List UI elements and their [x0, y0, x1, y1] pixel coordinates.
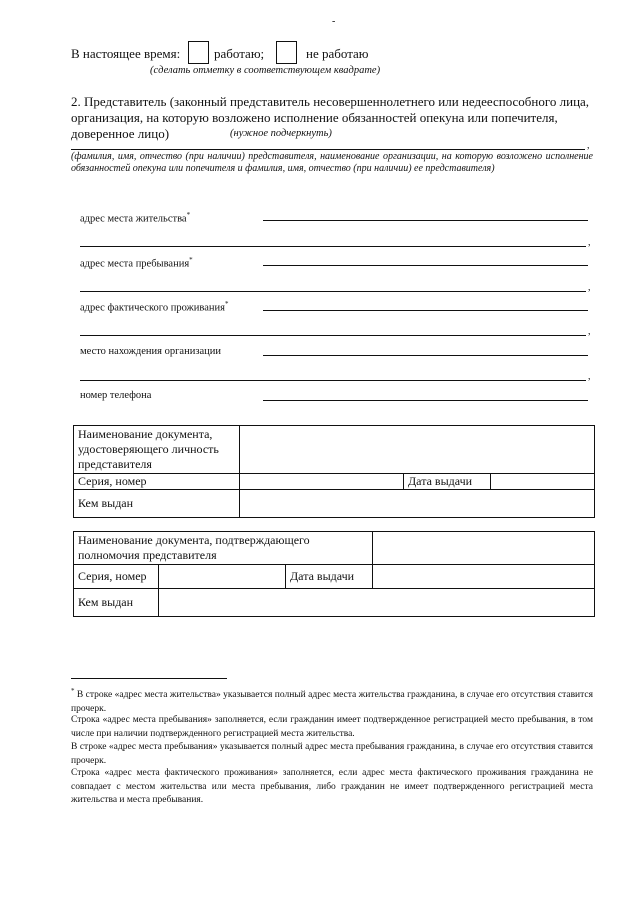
stay-label: адрес места пребывания*	[80, 256, 193, 270]
residence-field[interactable]	[263, 220, 588, 221]
section2-line2: организация, на которую возложено исполнение обязанностей опекуна или попечителя,	[71, 110, 558, 125]
footnote-4: Строка «адрес места фактического проживания» заполняется, если адрес места фактического проживания гражданина не совпадает с местом жительства или места пребывания, либо гражданин не имеет подтвержденного регистрацией места жительства и места пребывания.	[71, 768, 593, 805]
representative-caption: (фамилия, имя, отчество (при наличии) представителя, наименование организации, на которую возложено исполнение обязанностей опекуна или попечителя и фамилия, имя, отчество (при наличии) ее представителя)	[71, 151, 593, 174]
identity-doc-name-value[interactable]	[240, 426, 595, 474]
residence-field-2[interactable]	[80, 246, 586, 247]
phone-label: номер телефона	[80, 390, 152, 401]
phone-field[interactable]	[263, 400, 588, 401]
working-checkbox[interactable]	[188, 41, 209, 64]
authority-doc-name-value[interactable]	[373, 532, 595, 565]
section2-line1: 2. Представитель (законный представитель несовершеннолетнего или недееспособного лица,	[71, 94, 590, 109]
identity-issue-date-label: Дата выдачи	[404, 474, 491, 490]
authority-doc-name-label: Наименование документа, подтверждающего полномочия представителя	[74, 532, 373, 565]
stay-field-2[interactable]	[80, 291, 586, 292]
stay-field[interactable]	[263, 265, 588, 266]
underline-hint: (нужное подчеркнуть)	[230, 128, 332, 139]
representative-name-line[interactable]	[71, 149, 585, 150]
employment-hint: (сделать отметку в соответствующем квадрате)	[150, 65, 381, 76]
footnote-3: В строке «адрес места пребывания» указывается полный адрес места пребывания гражданина, в случае его отсутствия ставится прочерк.	[71, 742, 593, 766]
organization-location-field[interactable]	[263, 355, 588, 356]
identity-document-table	[73, 425, 595, 518]
representative-comma: ,	[587, 140, 590, 151]
authority-issued-by-value[interactable]	[159, 589, 595, 617]
actual-residence-label: адрес фактического проживания*	[80, 300, 229, 314]
identity-issued-by-label: Кем выдан	[74, 490, 240, 518]
not-working-checkbox[interactable]	[276, 41, 297, 64]
footnote-2: Строка «адрес места пребывания» заполняется, если гражданин имеет подтвержденное регистрацией место пребывания, в том числе при наличии подтвержденного регистрацией места жительства.	[71, 715, 593, 739]
organization-location-label: место нахождения организации	[80, 346, 221, 357]
actual-residence-field-2[interactable]	[80, 335, 586, 336]
authority-issue-date-label: Дата выдачи	[286, 565, 373, 589]
authority-issued-by-label: Кем выдан	[74, 589, 159, 617]
identity-series-value[interactable]	[240, 474, 404, 490]
footnote-1: * В строке «адрес места жительства» указывается полный адрес места жительства гражданина, в случае его отсутствия ставится прочерк.	[71, 687, 593, 714]
identity-issued-by-value[interactable]	[240, 490, 595, 518]
residence-label: адрес места жительства*	[80, 211, 191, 225]
footnote-separator	[71, 678, 227, 679]
authority-document-table	[73, 531, 595, 617]
identity-series-label: Серия, номер	[74, 474, 240, 490]
not-working-label: не работаю	[306, 46, 369, 61]
actual-residence-field[interactable]	[263, 310, 588, 311]
section2-line3: доверенное лицо)	[71, 126, 170, 141]
identity-issue-date-value[interactable]	[491, 474, 595, 490]
authority-series-value[interactable]	[159, 565, 286, 589]
authority-series-label: Серия, номер	[74, 565, 159, 589]
top-mark: -	[332, 16, 336, 27]
identity-doc-name-label: Наименование документа, удостоверяющего личность представителя	[74, 426, 240, 474]
working-label: работаю;	[214, 46, 265, 61]
organization-location-field-2[interactable]	[80, 380, 586, 381]
authority-issue-date-value[interactable]	[373, 565, 595, 589]
employment-label: В настоящее время:	[71, 46, 181, 61]
